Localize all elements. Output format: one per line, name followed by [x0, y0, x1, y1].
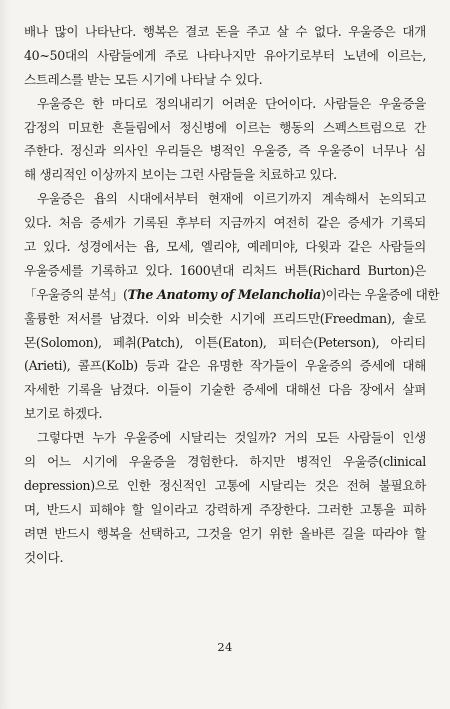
text-line: 스트레스를 받는 모든 시기에 나타날 수 있다.: [24, 71, 263, 87]
text-line: 몬(Solomon), 페취(Patch), 이튼(Eaton), 피터슨(Peterson), 아리티: [24, 334, 426, 350]
text-line: depression)으로 인한 정신적인 고통에 시달리는 것은 전혀 불필요하: [24, 477, 426, 493]
text-line: 우울증세를 기록하고 있다. 1600년대 리처드 버튼(Richard Burton)은: [24, 262, 426, 278]
text-line: 며, 반드시 피해야 할 일이라고 강력하게 주장한다. 그러한 고통을 피하: [24, 501, 426, 517]
text-line: 려면 반드시 행복을 선택하고, 그것을 얻기 위한 올바른 길을 따라야 할: [24, 525, 426, 541]
text-line: 감정의 미묘한 흔들림에서 정신병에 이르는 행동의 스펙스트럼으로 간: [24, 119, 426, 135]
text-line-with-title: [24, 283, 440, 307]
text-line: 있다. 처음 증세가 기록된 후부터 지금까지 여전히 같은 증세가 기록되: [24, 215, 426, 231]
text-line: 훌륭한 저서를 남겼다. 이와 비슷한 시기에 프리드만(Freedman), 솔로: [24, 310, 426, 326]
text-line: 우울증은 한 마디로 정의내리기 어려운 단어이다. 사람들은 우울증을: [37, 95, 426, 111]
text-line: 고 있다. 성경에서는 욥, 모세, 엘리야, 예레미야, 다윗과 같은 사람들의: [24, 239, 426, 255]
paragraph-2: [24, 92, 426, 188]
text-line: 배나 많이 나타난다. 행복은 결코 돈을 주고 살 수 없다. 우울증은 대개: [24, 24, 426, 39]
text-line: 주한다. 정신과 의사인 우리들은 병적인 우울증, 즉 우울증이 너무나 심: [24, 143, 426, 159]
text-line: (Arieti), 콜프(Kolb) 등과 같은 유명한 작가들이 우울증의 증세에 대해: [24, 358, 426, 374]
text-line: 해 생리적인 이상까지 보이는 그런 사람들을 치료하고 있다.: [24, 167, 337, 183]
text-segment: )이라는 우울증에 대한: [320, 286, 440, 302]
paragraph-1: [24, 20, 426, 92]
text-line: 의 어느 시기에 우울증을 경험한다. 하지만 병적인 우울증(clinical: [24, 454, 426, 470]
text-line: 40~50대의 사람들에게 주로 나타나지만 유아기로부터 노년에 이르는,: [24, 47, 426, 63]
book-title: The Anatomy of Melancholia: [127, 286, 321, 302]
text-line: 우울증은 욥의 시대에서부터 현재에 이르기까지 계속해서 논의되고: [37, 191, 426, 207]
paragraph-4: [24, 426, 426, 569]
text-line: 보기로 하겠다.: [24, 406, 103, 422]
text-line: 그렇다면 누가 우울증에 시달리는 것일까? 거의 모든 사람들이 인생: [37, 430, 426, 446]
paragraph-3: [24, 187, 440, 426]
text-line: 자세한 기록을 남겼다. 이들이 기술한 증세에 대해선 다음 장에서 살펴: [24, 382, 426, 398]
body-text: [24, 20, 440, 569]
page-number: 24: [217, 640, 233, 654]
text-segment: 「우울증의 분석」(: [24, 286, 128, 302]
text-line: 것이다.: [24, 549, 64, 565]
